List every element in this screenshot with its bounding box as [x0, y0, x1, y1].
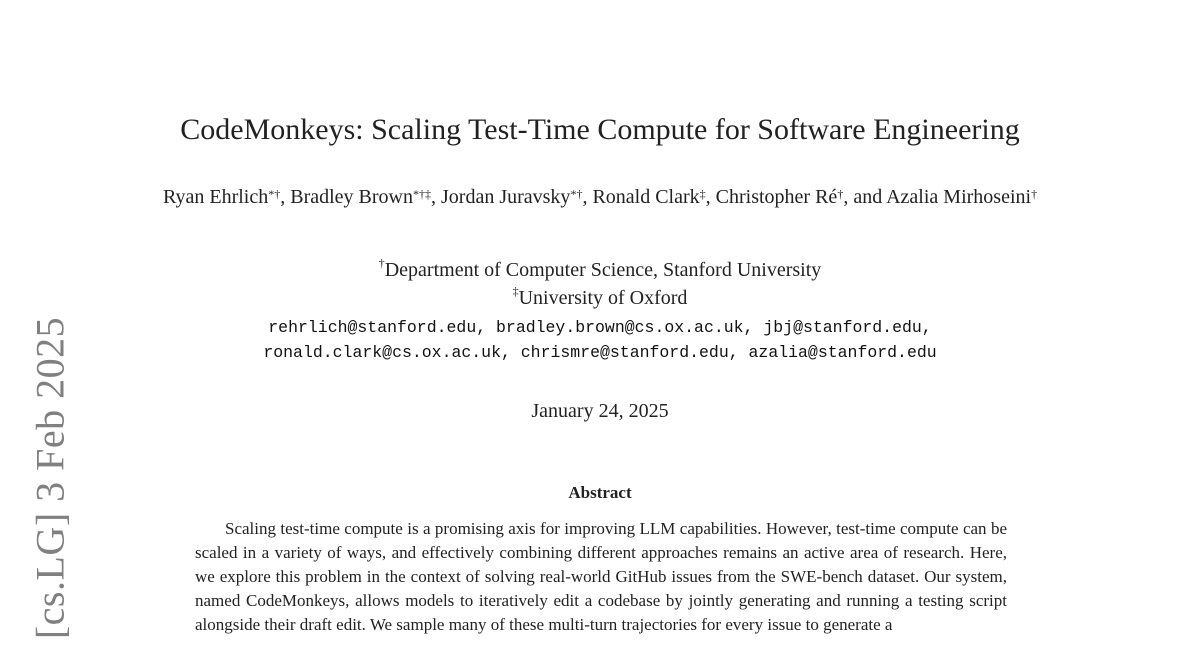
author-affiliation-marks: ‡ — [699, 187, 706, 201]
author-name: Christopher Ré — [715, 186, 838, 208]
author-list — [130, 184, 1070, 210]
abstract-body: Scaling test-time compute is a promising axis for improving LLM capabilities. However, test-time compute can be scaled in a variety of ways, and effectively combining different approaches remains an active area of research. Here, we explore this problem in the context of solving real-world GitHub issues from the SWE-bench dataset. Our system, named CodeMonkeys, allows models to iteratively edit a codebase by jointly generating and running a testing script alongside their draft edit. We sample many of these multi-turn trajectories for every issue to generate a — [195, 519, 1007, 634]
email-line-1: rehrlich@stanford.edu, bradley.brown@cs.ox.ac.uk, jbj@stanford.edu, — [268, 318, 932, 337]
email-line-2: ronald.clark@cs.ox.ac.uk, chrismre@stanford.edu, azalia@stanford.edu — [263, 343, 937, 362]
abstract-heading: Abstract — [568, 483, 632, 502]
paper-date: January 24, 2025 — [531, 400, 669, 422]
author-name: Bradley Brown — [290, 186, 413, 208]
author — [592, 186, 705, 208]
author-separator: , — [582, 186, 593, 208]
author-affiliation-marks: *† — [570, 187, 583, 201]
author-name: Jordan Juravsky — [441, 186, 571, 208]
affiliation-mark: † — [378, 256, 385, 270]
author-affiliation-marks: † — [1031, 187, 1038, 201]
author-name: Ryan Ehrlich — [162, 186, 269, 208]
author — [163, 186, 280, 208]
author-separator: , — [431, 186, 441, 208]
author — [716, 186, 844, 208]
affiliation-text: Department of Computer Science, Stanford University — [384, 259, 822, 281]
author-affiliation-marks: *† — [268, 187, 281, 201]
author-affiliation-marks: *†‡ — [413, 187, 431, 201]
author-affiliation-marks: † — [837, 187, 844, 201]
arxiv-side-stamp: [cs.LG] 3 Feb 2025 — [27, 316, 73, 640]
author — [886, 186, 1037, 208]
paper-title: CodeMonkeys: Scaling Test-Time Compute for Software Engineering — [180, 113, 1020, 146]
affiliation-text: University of Oxford — [518, 287, 688, 309]
affiliation-stanford — [0, 256, 1200, 282]
author-name: Azalia Mirhoseini — [886, 186, 1032, 208]
affiliation-mark: ‡ — [512, 284, 519, 298]
author-separator: , and — [843, 186, 887, 208]
author — [290, 186, 431, 208]
author-separator: , — [280, 186, 291, 208]
author-separator: , — [705, 186, 716, 208]
affiliation-oxford — [0, 284, 1200, 310]
author-name: Ronald Clark — [592, 186, 700, 208]
author — [441, 186, 582, 208]
